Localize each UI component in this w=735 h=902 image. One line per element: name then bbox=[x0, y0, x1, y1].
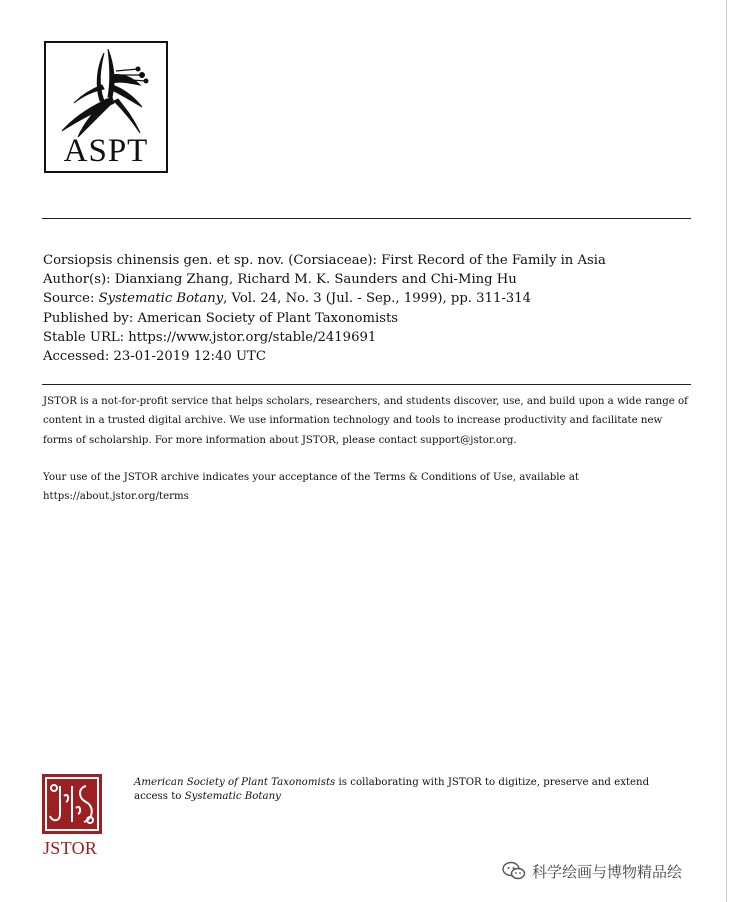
jstor-logo bbox=[42, 774, 102, 834]
article-authors: Author(s): Dianxiang Zhang, Richard M. K. Saunders and Chi-Ming Hu bbox=[43, 272, 517, 288]
source-journal: Systematic Botany bbox=[98, 291, 224, 307]
top-divider bbox=[42, 218, 691, 219]
collab-org: American Society of Plant Taxonomists bbox=[134, 777, 336, 788]
jstor-wordmark: JSTOR bbox=[43, 838, 98, 858]
citation-block bbox=[43, 251, 606, 366]
wechat-icon bbox=[502, 861, 526, 881]
jstor-notice: JSTOR is a not-for-profit service that helps scholars, researchers, and students discover, use, and build upon a wide range of content in a trusted digital archive. We use information technology and tools to increase productivity and facilitate new forms of scholarship. For more information about JSTOR, please contact support@jstor.org. bbox=[43, 396, 688, 446]
middle-divider bbox=[42, 384, 691, 385]
article-title: Corsiopsis chinensis gen. et sp. nov. (Corsiaceae): First Record of the Family in Asia bbox=[43, 253, 606, 268]
jstor-emblem-icon bbox=[42, 774, 102, 834]
aspt-logo bbox=[44, 41, 168, 173]
watermark-text: 科学绘画与博物精品绘 bbox=[532, 862, 683, 881]
logo-text: ASPT bbox=[63, 133, 149, 169]
lily-icon bbox=[54, 45, 160, 137]
article-source: Source: Systematic Botany, Vol. 24, No. 3 (Jul. - Sep., 1999), pp. 311-314 bbox=[43, 291, 531, 307]
article-publisher: Published by: American Society of Plant Taxonomists bbox=[43, 310, 399, 326]
watermark bbox=[502, 858, 682, 884]
stable-url[interactable]: Stable URL: https://www.jstor.org/stable/2419691 bbox=[43, 329, 377, 345]
terms-notice: Your use of the JSTOR archive indicates your acceptance of the Terms & Conditions of Use, available at https://about.jstor.org/terms bbox=[43, 472, 579, 503]
page-right-edge bbox=[726, 0, 727, 902]
accessed-date: Accessed: 23-01-2019 12:40 UTC bbox=[43, 348, 266, 364]
collab-journal: Systematic Botany bbox=[184, 790, 281, 802]
collaboration-statement: American Society of Plant Taxonomists is collaborating with JSTOR to digitize, preserve and extend access to Systematic Botany bbox=[134, 777, 650, 802]
